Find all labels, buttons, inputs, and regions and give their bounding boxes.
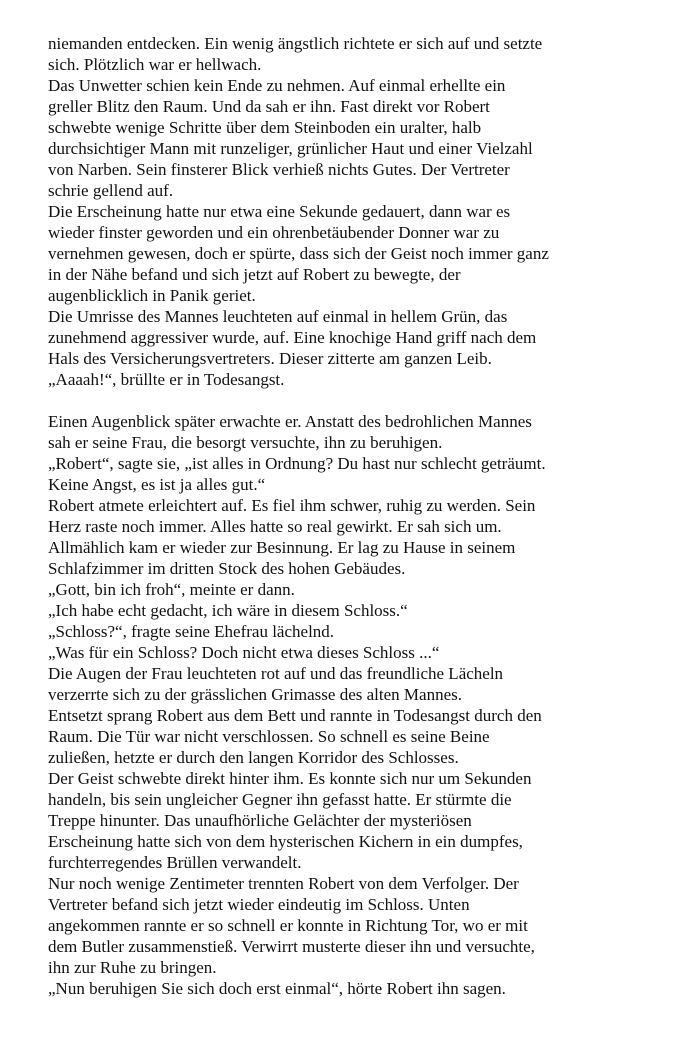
text-line: augenblicklich in Panik geriet. <box>48 286 256 305</box>
text-line: in der Nähe befand und sich jetzt auf Robert zu bewegte, der <box>48 265 461 284</box>
text-line: schrie gellend auf. <box>48 181 174 200</box>
text-line: Nur noch wenige Zentimeter trennten Robert von dem Verfolger. Der <box>48 874 519 893</box>
page-text <box>48 33 658 999</box>
text-line: angekommen rannte er so schnell er konnte in Richtung Tor, wo er mit <box>48 916 528 935</box>
text-line: sah er seine Frau, die besorgt versuchte, ihn zu beruhigen. <box>48 433 443 452</box>
text-line: sich. Plötzlich war er hellwach. <box>48 55 262 74</box>
text-line: Hals des Versicherungsvertreters. Dieser zitterte am ganzen Leib. <box>48 349 492 368</box>
text-line: Die Umrisse des Mannes leuchteten auf einmal in hellem Grün, das <box>48 307 508 326</box>
text-line: Der Geist schwebte direkt hinter ihm. Es konnte sich nur um Sekunden <box>48 769 532 788</box>
text-line: Einen Augenblick später erwachte er. Anstatt des bedrohlichen Mannes <box>48 412 532 431</box>
text-line: „Robert“, sagte sie, „ist alles in Ordnung? Du hast nur schlecht geträumt. <box>48 454 546 473</box>
text-line: vernehmen gewesen, doch er spürte, dass sich der Geist noch immer ganz <box>48 244 549 263</box>
text-line: Robert atmete erleichtert auf. Es fiel ihm schwer, ruhig zu werden. Sein <box>48 496 536 515</box>
text-line: „Aaaah!“, brüllte er in Todesangst. <box>48 370 285 389</box>
text-line: Allmählich kam er wieder zur Besinnung. Er lag zu Hause in seinem <box>48 538 516 557</box>
text-line: „Gott, bin ich froh“, meinte er dann. <box>48 580 295 599</box>
text-line: „Schloss?“, fragte seine Ehefrau lächelnd. <box>48 622 335 641</box>
text-line: Treppe hinunter. Das unaufhörliche Gelächter der mysteriösen <box>48 811 472 830</box>
text-line: Entsetzt sprang Robert aus dem Bett und rannte in Todesangst durch den <box>48 706 542 725</box>
text-line: Raum. Die Tür war nicht verschlossen. So schnell es seine Beine <box>48 727 490 746</box>
text-line: durchsichtiger Mann mit runzeliger, grünlicher Haut und einer Vielzahl <box>48 139 533 158</box>
text-line: Die Augen der Frau leuchteten rot auf und das freundliche Lächeln <box>48 664 504 683</box>
text-line: Die Erscheinung hatte nur etwa eine Sekunde gedauert, dann war es <box>48 202 511 221</box>
text-line: ihn zur Ruhe zu bringen. <box>48 958 217 977</box>
text-line: „Was für ein Schloss? Doch nicht etwa dieses Schloss ...“ <box>48 643 440 662</box>
text-line: von Narben. Sein finsterer Blick verhieß nichts Gutes. Der Vertreter <box>48 160 510 179</box>
text-line: „Nun beruhigen Sie sich doch erst einmal“, hörte Robert ihn sagen. <box>48 979 506 998</box>
text-line: handeln, bis sein ungleicher Gegner ihn gefasst hatte. Er stürmte die <box>48 790 512 809</box>
text-line: Keine Angst, es ist ja alles gut.“ <box>48 475 266 494</box>
text-line: Herz raste noch immer. Alles hatte so real gewirkt. Er sah sich um. <box>48 517 502 536</box>
text-line: Schlafzimmer im dritten Stock des hohen Gebäudes. <box>48 559 406 578</box>
text-line: verzerrte sich zu der grässlichen Grimasse des alten Mannes. <box>48 685 462 704</box>
text-line: niemanden entdecken. Ein wenig ängstlich richtete er sich auf und setzte <box>48 34 543 53</box>
text-line: wieder finster geworden und ein ohrenbetäubender Donner war zu <box>48 223 500 242</box>
text-line: furchterregendes Brüllen verwandelt. <box>48 853 302 872</box>
text-line: „Ich habe echt gedacht, ich wäre in diesem Schloss.“ <box>48 601 408 620</box>
text-line: schwebte wenige Schritte über dem Steinboden ein uralter, halb <box>48 118 482 137</box>
text-line: Vertreter befand sich jetzt wieder eindeutig im Schloss. Unten <box>48 895 470 914</box>
text-line: greller Blitz den Raum. Und da sah er ihn. Fast direkt vor Robert <box>48 97 490 116</box>
text-line: Das Unwetter schien kein Ende zu nehmen. Auf einmal erhellte ein <box>48 76 506 95</box>
text-line: zunehmend aggressiver wurde, auf. Eine knochige Hand griff nach dem <box>48 328 537 347</box>
text-line: zuließen, hetzte er durch den langen Korridor des Schlosses. <box>48 748 459 767</box>
text-line: dem Butler zusammenstieß. Verwirrt musterte dieser ihn und versuchte, <box>48 937 535 956</box>
text-line: Erscheinung hatte sich von dem hysterischen Kichern in ein dumpfes, <box>48 832 523 851</box>
blank-line <box>48 390 658 411</box>
